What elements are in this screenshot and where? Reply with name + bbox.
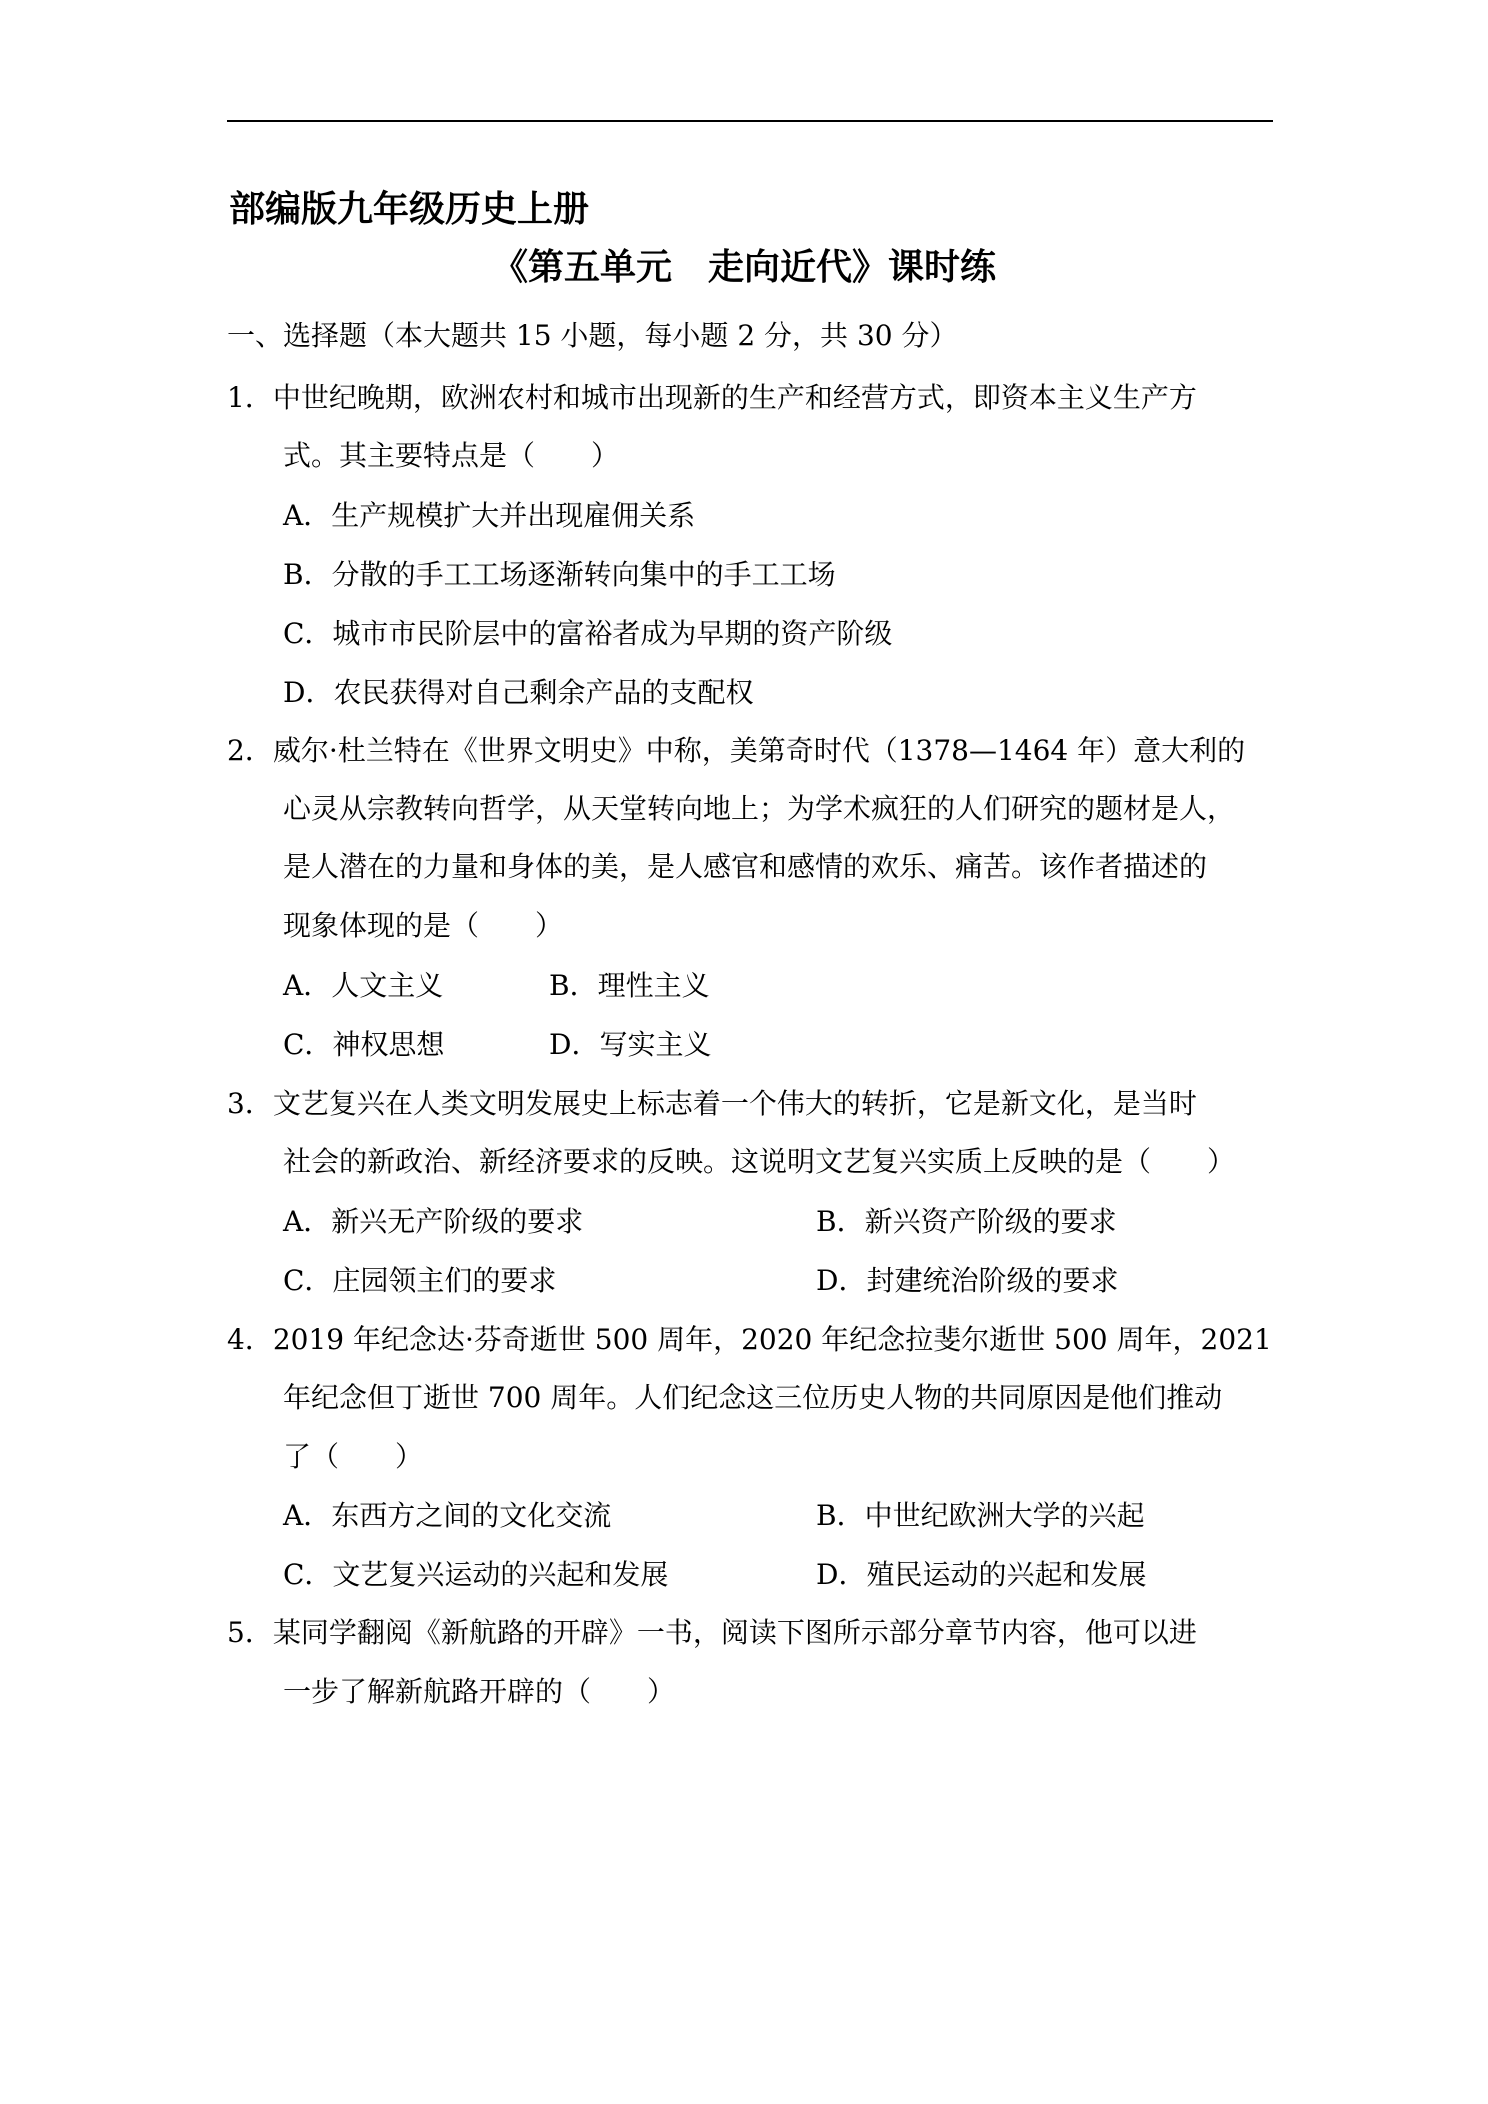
question-4-line-3: 了（ ）	[283, 1440, 424, 1473]
question-2-line-2: 心灵从宗教转向哲学，从天堂转向地上；为学术疯狂的人们研究的题材是人，	[283, 792, 1236, 825]
question-5-line-2: 一步了解新航路开辟的（ ）	[283, 1675, 676, 1708]
question-4-option-a: A．东西方之间的文化交流	[283, 1499, 612, 1532]
question-1-line-2: 式。其主要特点是（ ）	[283, 439, 620, 472]
question-4-line-1: 4．2019 年纪念达·芬奇逝世 500 周年，2020 年纪念拉斐尔逝世 500 周年，2021	[227, 1323, 1272, 1356]
question-2-line-1: 2．威尔·杜兰特在《世界文明史》中称，美第奇时代（1378—1464 年）意大利的	[227, 734, 1246, 767]
question-4-option-b: B．中世纪欧洲大学的兴起	[816, 1499, 1145, 1532]
question-2-line-4: 现象体现的是（ ）	[283, 909, 564, 942]
top-rule	[227, 120, 1273, 122]
question-2-line-3: 是人潜在的力量和身体的美，是人感官和感情的欢乐、痛苦。该作者描述的	[283, 850, 1208, 883]
question-3-line-2: 社会的新政治、新经济要求的反映。这说明文艺复兴实质上反映的是（ ）	[283, 1145, 1236, 1178]
document-subtitle: 《第五单元 走向近代》课时练	[491, 247, 996, 288]
question-2-option-c: C．神权思想	[283, 1028, 445, 1061]
question-3-line-1: 3．文艺复兴在人类文明发展史上标志着一个伟大的转折，它是新文化，是当时	[227, 1087, 1197, 1120]
question-3-option-d: D．封建统治阶级的要求	[816, 1264, 1119, 1297]
question-2-option-a: A．人文主义	[283, 969, 444, 1002]
question-2-option-d: D．写实主义	[549, 1028, 712, 1061]
question-1-option-b: B．分散的手工工场逐渐转向集中的手工工场	[283, 558, 836, 591]
question-4-option-c: C．文艺复兴运动的兴起和发展	[283, 1558, 669, 1591]
question-4-option-d: D．殖民运动的兴起和发展	[816, 1558, 1147, 1591]
question-2-option-b: B．理性主义	[549, 969, 710, 1002]
question-5-line-1: 5．某同学翻阅《新航路的开辟》一书，阅读下图所示部分章节内容，他可以进	[227, 1616, 1197, 1649]
section-heading: 一、选择题（本大题共 15 小题，每小题 2 分，共 30 分）	[227, 319, 958, 352]
question-1-option-d: D．农民获得对自己剩余产品的支配权	[283, 676, 754, 709]
question-1-option-c: C．城市市民阶层中的富裕者成为早期的资产阶级	[283, 617, 893, 650]
question-3-option-a: A．新兴无产阶级的要求	[283, 1205, 584, 1238]
question-1-line-1: 1．中世纪晚期，欧洲农村和城市出现新的生产和经营方式，即资本主义生产方	[227, 381, 1197, 414]
question-3-option-c: C．庄园领主们的要求	[283, 1264, 557, 1297]
question-1-option-a: A．生产规模扩大并出现雇佣关系	[283, 499, 696, 532]
question-4-line-2: 年纪念但丁逝世 700 周年。人们纪念这三位历史人物的共同原因是他们推动	[283, 1381, 1223, 1414]
question-3-option-b: B．新兴资产阶级的要求	[816, 1205, 1117, 1238]
document-title: 部编版九年级历史上册	[229, 189, 590, 230]
